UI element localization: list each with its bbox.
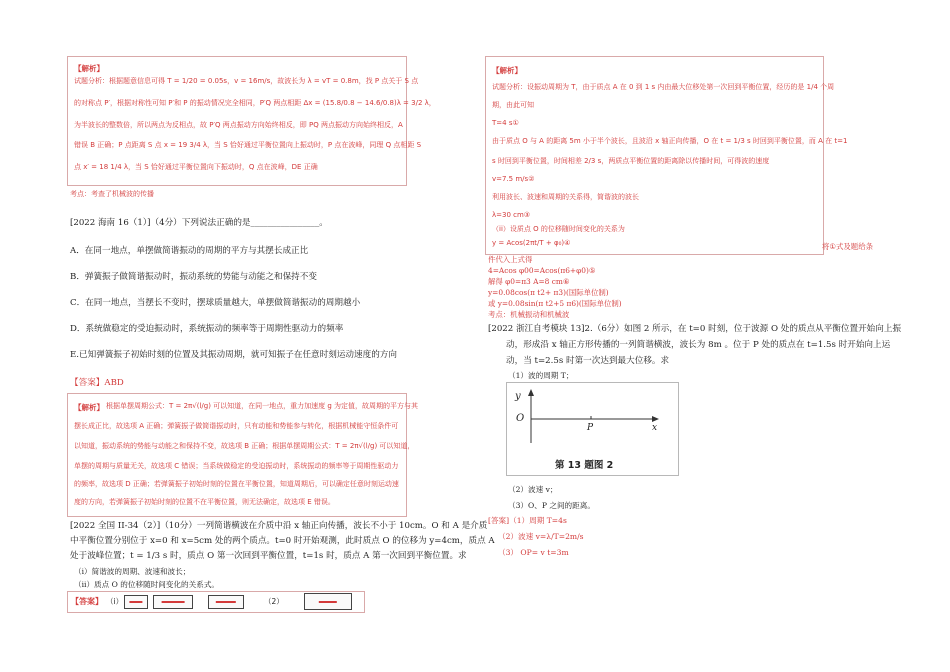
analysis-tag: 【解析】 [74, 403, 104, 412]
overflow-tail: 将①式及题给条 [822, 242, 873, 251]
analysis-line: λ=30 cm③ [492, 211, 531, 219]
formula-image [153, 595, 193, 609]
continuation-line: 解得 φ0=π3 A=8 cm⑥ [488, 277, 570, 286]
y-axis-label: y [515, 391, 521, 402]
origin-label: O [516, 413, 525, 424]
continuation-line: 件代入上式得 [488, 255, 533, 264]
answer-16: 【答案】ABD [70, 378, 124, 388]
analysis-line: 点 x′ = 18 1/4 λ，当 S 恰好通过平衡位置向下振动时，Q 点在波峰，DE 正确 [74, 163, 318, 171]
analysis-line: 为半波长的整数倍，所以两点为反相点，故 P′Q 两点振动方向始终相反，即 PQ 两点振动方向始终相反，A [74, 121, 403, 129]
question-13-line: 动，当 t=2.5s 时第一次达到最大位移。求 [506, 356, 670, 366]
answer-13-line: （2）波速 v=λ/T=2m/s [498, 532, 584, 541]
analysis-line: 的频率，故选项 D 正确；若弹簧振子初始时刻的位置在平衡位置，知道周期后，可以确定任意时刻运动速 [74, 480, 399, 488]
question-16-header: [2022 海南 16（1）]（4分）下列说法正确的是________________。 [70, 218, 328, 228]
analysis-line: 摆长成正比，故选项 A 正确；弹簧振子做简谐振动时，只有动能和势能参与转化，根据机械能守恒条件可 [74, 422, 399, 430]
option-a: A．在同一地点，单摆做简谐振动的周期的平方与其摆长成正比 [70, 246, 309, 256]
analysis-line: 利用波长、波速和周期的关系得，简谐波的波长 [492, 193, 639, 201]
answer-34-part-2: （2） [264, 597, 284, 606]
analysis-line: 以知道，振动系统的势能与动能之和保持不变，故选项 B 正确；根据单摆周期公式：T = 2π√(l/g) 可以知道， [74, 442, 415, 450]
point-p-label: P [587, 423, 594, 433]
question-13-sub-1: （1）波的周期 T； [508, 371, 574, 380]
analysis-line: 单摆的周期与质量无关，故选项 C 错误；当系统做稳定的受迫振动时，系统振动的频率等于周期性驱动力 [74, 462, 399, 470]
option-b: B．弹簧振子做简谐振动时，振动系统的势能与动能之和保持不变 [70, 272, 317, 282]
question-34-line: 中平衡位置分别位于 x=0 和 x=5cm 处的两个质点。t=0 时开始观测，此时质点 O 的位移为 y=4cm，质点 A [70, 536, 495, 546]
x-axis-label: x [652, 423, 658, 433]
analysis-line: y = Acos(2πt/T + φ₀)④ [492, 239, 571, 247]
analysis-line: （ii）设质点 O 的位移随时间变化的关系为 [492, 225, 625, 233]
question-13-line: [2022 浙江自考模块 13]2.（6分）如图 2 所示，在 t=0 时刻，位于波源 O 处的质点从平衡位置开始向上振 [488, 324, 902, 334]
question-13-sub-2: （2）波速 v； [508, 485, 558, 494]
question-34-sub: （ii）质点 O 的位移随时间变化的关系式。 [74, 580, 220, 589]
answer-13-line: （3） OP= v t=3m [498, 548, 569, 557]
question-13-line: 动，形成沿 x 轴正方形传播的一列简谐横波，波长为 8m 。位于 P 处的质点在 t=1.5s 时开始向上运 [506, 340, 891, 350]
analysis-box-1 [67, 56, 436, 186]
wave-figure [506, 382, 679, 476]
figure-caption: 第 13 题图 2 [555, 460, 614, 471]
question-34-line: 处于波峰位置；t = 1/3 s 时，质点 O 第一次回到平衡位置，t=1s 时，质点 A 第一次回到平衡位置。求 [70, 551, 467, 561]
formula-image [304, 593, 352, 610]
question-13-sub-3: （3）O、P 之间的距离。 [508, 501, 595, 510]
analysis-line: 试题分析：设振动周期为 T，由于质点 A 在 0 到 1 s 内由最大位移处第一次回到平衡位置，经历的是 1/4 个周 [492, 83, 835, 91]
answer-13-line: [答案]（1）周期 T=4s [488, 516, 567, 525]
analysis-line: 试题分析：根据题意信息可得 T = 1/20 = 0.05s，v = 16m/s，故波长为 λ = vT = 0.8m，找 P 点关于 S 点 [74, 77, 419, 85]
continuation-line: 或 y=0.08sin(π t2+5 π6)(国际单位制) [488, 299, 622, 308]
analysis-line: 的对称点 P′，根据对称性可知 P′和 P 的振动情况完全相同，P′Q 两点相距 Δx = (15.8/0.8 − 14.6/0.8)λ = 3/2 λ， [74, 99, 436, 107]
analysis-line: 度的方向，若弹簧振子初始时刻的位置不在平衡位置，则无法确定，故选项 E 错误。 [74, 498, 335, 506]
continuation-line: 4=Acos φ00=Acos(π6+φ0)⑤ [488, 266, 596, 275]
question-34-sub: （i）简谐波的周期、波速和波长； [74, 567, 191, 576]
analysis-line: T=4 s① [492, 119, 519, 127]
analysis-line: 根据单摆周期公式：T = 2π√(l/g) 可以知道，在同一地点，重力加速度 g 为定值，故周期的平方与其 [106, 402, 419, 410]
answer-34-part-i: （i） [106, 597, 124, 606]
option-e: E.已知弹簧振子初始时刻的位置及其振动周期，就可知振子在任意时刻运动速度的方向 [70, 350, 397, 360]
question-34-line: [2022 全国 II-34（2）]（10分）一列简谐横波在介质中沿 x 轴正向传播，波长不小于 10cm。O 和 A 是介质 [70, 521, 488, 531]
analysis-tag: 【解析】 [492, 66, 522, 75]
analysis-line: 错误 B 正确；P 点距离 S 点 x = 19 3/4 λ，当 S 恰好通过平衡位置向上振动时，P 点在波峰，同理 Q 点相距 S [74, 141, 422, 149]
kaodian-label: 考点：考查了机械波的传播 [70, 190, 154, 198]
answer-34-tag: 【答案】 [71, 597, 103, 606]
option-d: D．系统做稳定的受迫振动时，系统振动的频率等于周期性驱动力的频率 [70, 324, 344, 334]
formula-image [124, 595, 148, 609]
option-c: C．在同一地点，当摆长不变时，摆球质量越大，单摆做简谐振动的周期越小 [70, 298, 361, 308]
analysis-line: v=7.5 m/s② [492, 175, 535, 183]
analysis-line: 由于质点 O 与 A 的距离 5m 小于半个波长，且波沿 x 轴正向传播，O 在 t = 1/3 s 时回到平衡位置，而 A 在 t=1 [492, 137, 848, 145]
analysis-tag: 【解析】 [74, 64, 104, 73]
analysis-line: 期，由此可知 [492, 101, 534, 109]
kaodian-label: 考点：机械振动和机械波 [488, 310, 570, 319]
formula-image [208, 595, 244, 609]
analysis-line: s 时回到平衡位置，时间相差 2/3 s，两质点平衡位置的距离除以传播时间，可得波的速度 [492, 157, 770, 165]
answer-34-box [67, 591, 365, 613]
analysis-box-2 [67, 393, 419, 517]
continuation-line: y=0.08cos(π t2+ π3)(国际单位制) [488, 288, 609, 297]
